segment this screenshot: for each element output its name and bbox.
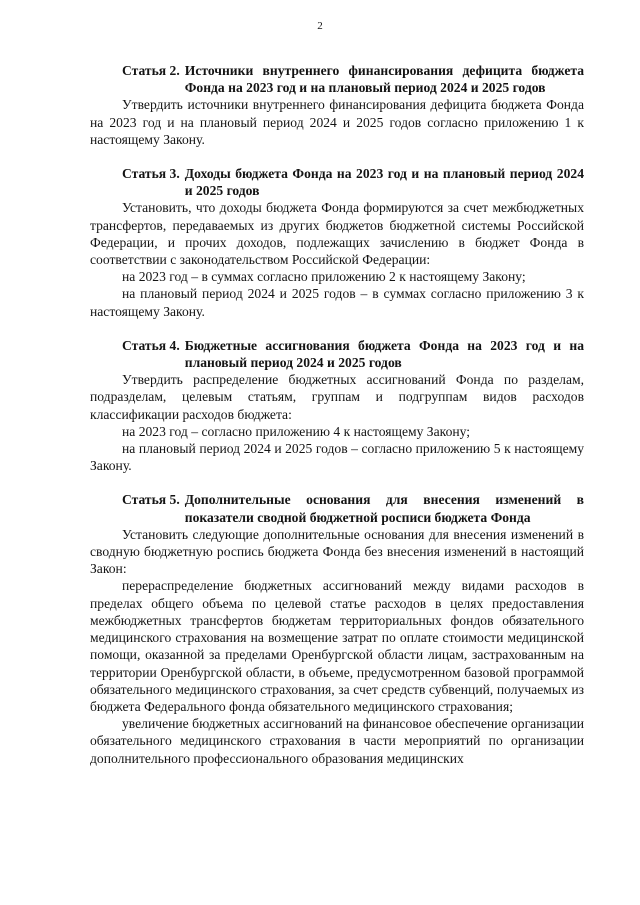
paragraph: Установить следующие дополнительные основания для внесения изменений в сводную бюджетную роспись бюджета Фонда без внесения изменений в настоящий Закон: (90, 526, 584, 577)
paragraph: на плановый период 2024 и 2025 годов – согласно приложению 5 к настоящему Закону. (90, 441, 584, 474)
paragraph: на 2023 год – согласно приложению 4 к настоящему Закону; (122, 423, 471, 439)
paragraph: на плановый период 2024 и 2025 годов – в суммах согласно приложению 3 к настоящему Закону. (90, 286, 584, 319)
paragraph: увеличение бюджетных ассигнований на финансовое обеспечение организации обязательного медицинского страхования в части мероприятий по организации дополнительного профессионального образования медицинских (90, 716, 584, 766)
article-title: Источники внутреннего финансирования дефицита бюджета Фонда на 2023 год и на плановый период 2024 и 2025 годов (184, 63, 584, 96)
article-5 (90, 491, 584, 766)
article-label: Статья 2. (122, 63, 180, 78)
article-heading (90, 165, 584, 199)
article-title: Дополнительные основания для внесения изменений в показатели сводной бюджетной росписи бюджета Фонда (184, 492, 584, 525)
paragraph: перераспределение бюджетных ассигнований между видами расходов в пределах общего объема по целевой статье расходов в целях предоставления межбюджетных трансфертов бюджетам территориальных фондов обязательного медицинского страхования на возмещение затрат по оплате стоимости медицинской помощи, оказанной за пределами Оренбургской области лицам, застрахованным на территории Оренбургской области, в объеме, предусмотренном базовой программой обязательного медицинского страхования, за счет средств субвенций, получаемых из бюджета Федерального фонда обязательного медицинского страхования; (90, 578, 584, 714)
article-label: Статья 4. (122, 337, 180, 353)
spacer (90, 148, 584, 165)
paragraph: Утвердить источники внутреннего финансирования дефицита бюджета Фонда на 2023 год и на плановый период 2024 и 2025 годов согласно приложению 1 к настоящему Закону. (90, 97, 584, 147)
document-body (90, 62, 584, 767)
article-label: Статья 3. (122, 166, 180, 182)
article-4 (90, 337, 584, 475)
spacer (90, 474, 584, 491)
article-title: Бюджетные ассигнования бюджета Фонда на 2023 год и на плановый период 2024 и 2025 годов (184, 337, 584, 371)
article-label: Статья 5. (122, 492, 180, 508)
paragraph: Установить, что доходы бюджета Фонда формируются за счет межбюджетных трансфертов, передаваемых из других бюджетов бюджетной системы Российской Федерации, и прочих доходов, подлежащих зачислению в бюджет Фонда в соответствии с законодательством Российской Федерации: (90, 200, 584, 268)
article-heading (90, 337, 584, 371)
article-3 (90, 165, 584, 320)
paragraph: Утвердить распределение бюджетных ассигнований Фонда по разделам, подразделам, целевым статьям, группам и подгруппам видов расходов классификации расходов бюджета: (90, 372, 584, 422)
spacer (90, 320, 584, 337)
page-number: 2 (317, 20, 323, 32)
paragraph: на 2023 год – в суммах согласно приложению 2 к настоящему Закону; (122, 269, 526, 285)
article-title: Доходы бюджета Фонда на 2023 год и на плановый период 2024 и 2025 годов (184, 166, 584, 199)
article-2 (90, 62, 584, 148)
article-heading (90, 62, 584, 96)
article-heading (90, 491, 584, 525)
